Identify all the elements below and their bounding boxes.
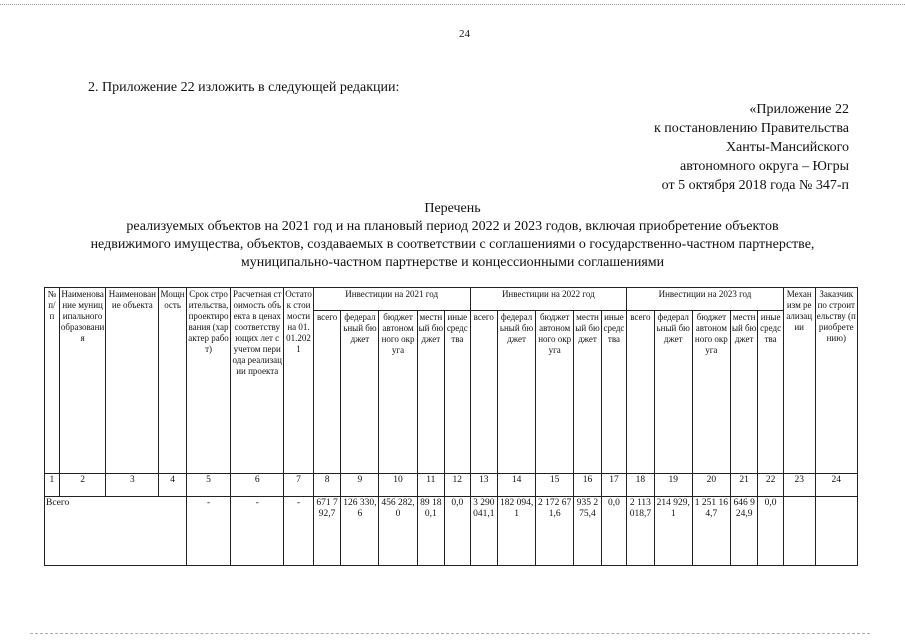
table-cell: 2 172 671,6 [536, 497, 574, 566]
table-row-total [45, 497, 858, 566]
table-cell: 456 282,0 [379, 497, 417, 566]
sub-header-cell: местный бюджет [574, 311, 602, 474]
sub-header-cell: иные средства [601, 311, 626, 474]
table-cell: 2 113 018,7 [627, 497, 655, 566]
table-cell [815, 497, 857, 566]
column-number: 24 [815, 474, 857, 497]
header-row-group [45, 288, 858, 311]
table-cell: 1 251 164,7 [692, 497, 730, 566]
sub-header-cell: всего [313, 311, 341, 474]
sub-header-cell: бюджет автономного округа [379, 311, 417, 474]
column-number: 23 [783, 474, 815, 497]
group-header-2023: Инвестиции на 2023 год [627, 288, 784, 311]
sub-header-cell: федеральный бюджет [654, 311, 692, 474]
appendix-caption [519, 100, 849, 195]
header-cell: Заказчик по строительству (приобретению) [815, 288, 857, 474]
scan-bottom-edge [30, 632, 870, 634]
header-cell: Остаток стоимости на 01.01.2021 [284, 288, 314, 474]
sub-header-cell: местный бюджет [417, 311, 445, 474]
table-cell: 646 924,9 [730, 497, 758, 566]
group-header-2022: Инвестиции на 2022 год [470, 288, 627, 311]
table-cell: 935 275,4 [574, 497, 602, 566]
document-title [30, 200, 875, 272]
column-number-row [45, 474, 858, 497]
header-cell: № п/п [45, 288, 60, 474]
column-number: 2 [59, 474, 106, 497]
table-cell: 0,0 [601, 497, 626, 566]
table-cell: 0,0 [445, 497, 470, 566]
column-number: 14 [498, 474, 536, 497]
title-line: недвижимого имущества, объектов, создаваемых в соответствии с соглашениями о государственно-частном партнерстве, [90, 237, 815, 252]
column-number: 12 [445, 474, 470, 497]
column-number: 7 [284, 474, 314, 497]
table-cell: - [186, 497, 230, 566]
sub-header-cell: федеральный бюджет [498, 311, 536, 474]
column-number: 17 [601, 474, 626, 497]
table-cell: 3 290 041,1 [470, 497, 498, 566]
table-cell: 182 094,1 [498, 497, 536, 566]
table-cell: 671 792,7 [313, 497, 341, 566]
header-cell: Наименование объекта [106, 288, 159, 474]
sub-header-cell: иные средства [445, 311, 470, 474]
objects-table [44, 287, 858, 566]
title-line: реализуемых объектов на 2021 год и на плановый период 2022 и 2023 годов, включая приобретение объектов [126, 219, 779, 234]
table-cell: - [284, 497, 314, 566]
page-number: 24 [459, 28, 470, 40]
column-number: 6 [231, 474, 284, 497]
scan-top-edge [0, 0, 905, 5]
column-number: 20 [692, 474, 730, 497]
column-number: 10 [379, 474, 417, 497]
table-cell: 126 330,6 [341, 497, 379, 566]
sub-header-cell: федеральный бюджет [341, 311, 379, 474]
column-number: 22 [758, 474, 783, 497]
column-number: 5 [186, 474, 230, 497]
appendix-line: «Приложение 22 [749, 102, 849, 117]
column-number: 8 [313, 474, 341, 497]
column-number: 13 [470, 474, 498, 497]
column-number: 18 [627, 474, 655, 497]
column-number: 1 [45, 474, 60, 497]
sub-header-cell: бюджет автономного округа [692, 311, 730, 474]
table-cell: 0,0 [758, 497, 783, 566]
appendix-line: от 5 октября 2018 года № 347-п [661, 178, 849, 193]
group-header-2021: Инвестиции на 2021 год [313, 288, 470, 311]
column-number: 21 [730, 474, 758, 497]
appendix-line: к постановлению Правительства [653, 121, 849, 136]
column-number: 9 [341, 474, 379, 497]
title-line: муниципально-частном партнерстве и концессионными соглашениями [240, 255, 665, 270]
header-cell: Наименование муниципального образования [59, 288, 106, 474]
column-number: 11 [417, 474, 445, 497]
title-line: Перечень [424, 201, 481, 216]
table-cell: - [231, 497, 284, 566]
header-cell: Механизм реализации [783, 288, 815, 474]
table-cell: 214 929,1 [654, 497, 692, 566]
header-cell: Срок строительства, проектирования (характер работ) [186, 288, 230, 474]
column-number: 19 [654, 474, 692, 497]
header-cell: Мощность [159, 288, 187, 474]
column-number: 16 [574, 474, 602, 497]
intro-paragraph: 2. Приложение 22 изложить в следующей редакции: [88, 80, 400, 95]
total-label: Всего [45, 497, 187, 566]
table-cell [783, 497, 815, 566]
table-cell: 89 180,1 [417, 497, 445, 566]
sub-header-cell: иные средства [758, 311, 783, 474]
appendix-line: Ханты-Мансийского [725, 140, 849, 155]
column-number: 3 [106, 474, 159, 497]
header-cell: Расчетная стоимость объекта в ценах соответствующих лет с учетом периода реализации проекта [231, 288, 284, 474]
column-number: 4 [159, 474, 187, 497]
appendix-line: автономного округа – Югры [680, 159, 849, 174]
sub-header-cell: местный бюджет [730, 311, 758, 474]
column-number: 15 [536, 474, 574, 497]
sub-header-cell: всего [627, 311, 655, 474]
sub-header-cell: всего [470, 311, 498, 474]
sub-header-cell: бюджет автономного округа [536, 311, 574, 474]
